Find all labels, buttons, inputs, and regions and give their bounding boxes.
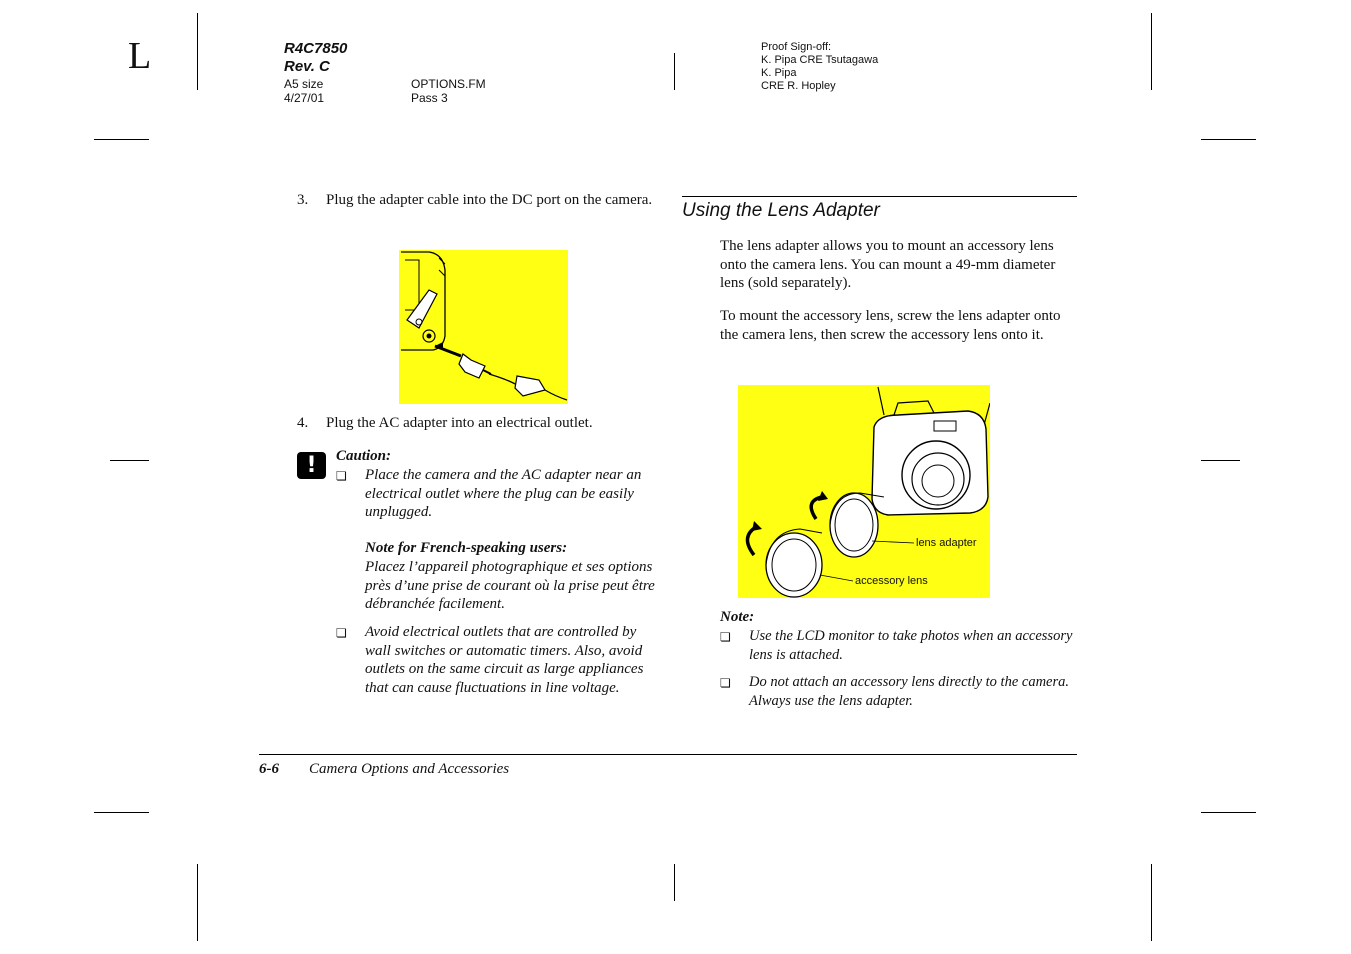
proof-line: K. Pipa CRE Tsutagawa: [761, 54, 879, 66]
header-size: A5 size: [284, 77, 324, 91]
header-rev: Rev. C: [284, 58, 330, 75]
paragraph-2: To mount the accessory lens, screw the lens adapter onto the camera lens, then screw the accessory lens onto it.: [720, 308, 1061, 343]
crop-mark: [197, 864, 198, 941]
step-4-number: 4.: [297, 415, 309, 431]
note-title: Note:: [720, 609, 755, 625]
footer-rule: [259, 754, 1077, 755]
caution-icon: !: [297, 452, 326, 479]
proof-line: Proof Sign-off:: [761, 41, 832, 53]
step-3-text: Plug the adapter cable into the DC port on the camera.: [326, 192, 653, 208]
checkbox-bullet-icon: ❏: [336, 626, 347, 640]
crop-mark: [1151, 13, 1152, 90]
crop-mark: [197, 13, 198, 90]
footer-title: Camera Options and Accessories: [309, 761, 510, 777]
header-letter: L: [128, 35, 152, 77]
header-pass: Pass 3: [411, 91, 448, 105]
label-accessory-lens: accessory lens: [855, 575, 928, 587]
header-date: 4/27/01: [284, 91, 325, 105]
dc-port-illustration: [399, 250, 568, 404]
proof-line: CRE R. Hopley: [761, 80, 836, 92]
step-3-number: 3.: [297, 192, 309, 208]
header-file: OPTIONS.FM: [411, 77, 486, 91]
header-code: R4C7850: [284, 40, 348, 57]
crop-mark: [1201, 139, 1256, 140]
note-bullet-1: Use the LCD monitor to take photos when an accessory lens is attached.: [749, 628, 1073, 663]
caution-bullet-1: Place the camera and the AC adapter near an electrical outlet where the plug can be easily unplugged.: [365, 467, 642, 520]
note-bullet-2: Do not attach an accessory lens directly to the camera. Always use the lens adapter.: [749, 674, 1069, 709]
lens-adapter-illustration: [738, 385, 990, 598]
french-note-title: Note for French-speaking users:: [365, 540, 568, 556]
crop-mark: [94, 812, 149, 813]
camera-cable-drawing: [399, 250, 568, 404]
crop-mark: [94, 139, 149, 140]
crop-mark: [110, 460, 149, 461]
caution-bullet-2: Avoid electrical outlets that are controlled by wall switches or automatic timers. Also, avoid outlets on the same circuit as large appliances that can cause fluctuations in line voltage.: [365, 624, 644, 696]
proof-signoff: [761, 41, 878, 93]
french-note-text: Placez l’appareil photographique et ses options près d’une prise de courant où la prise peut être débranchée facilement.: [365, 559, 655, 612]
section-rule: [682, 196, 1077, 197]
crop-mark: [674, 864, 675, 901]
crop-mark: [1151, 864, 1152, 941]
label-lens-adapter: lens adapter: [916, 537, 977, 549]
section-heading: Using the Lens Adapter: [682, 200, 880, 221]
crop-mark: [1201, 460, 1240, 461]
checkbox-bullet-icon: ❏: [720, 676, 731, 690]
page-number: 6-6: [259, 761, 279, 777]
crop-mark: [674, 53, 675, 90]
checkbox-bullet-icon: ❏: [720, 630, 731, 644]
proof-line: K. Pipa: [761, 67, 797, 79]
checkbox-bullet-icon: ❏: [336, 469, 347, 483]
paragraph-1: The lens adapter allows you to mount an accessory lens onto the camera lens. You can mount a 49-mm diameter lens (sold separately).: [720, 238, 1056, 291]
crop-mark: [1201, 812, 1256, 813]
caution-title: Caution:: [336, 448, 392, 464]
step-4-text: Plug the AC adapter into an electrical outlet.: [326, 415, 593, 431]
camera-lens-drawing: [738, 385, 990, 598]
